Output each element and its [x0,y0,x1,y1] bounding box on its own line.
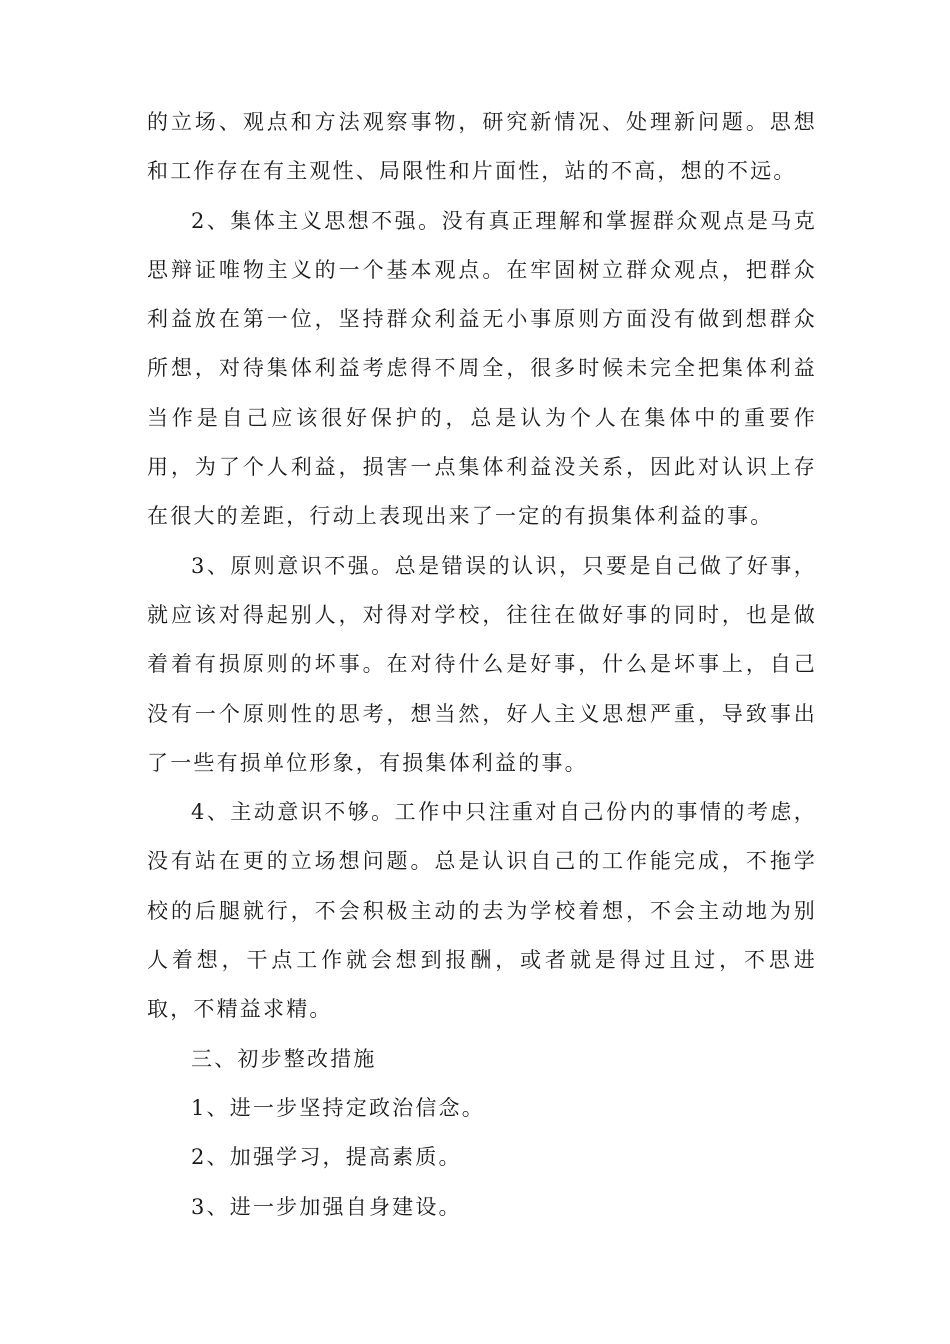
document-body [147,98,817,1232]
paragraph-collectivism: 2、集体主义思想不强。没有真正理解和掌握群众观点是马克思辩证唯物主义的一个基本观点。在牢固树立群众观点，把群众利益放在第一位，坚持群众利益无小事原则方面没有做到想群众所想，对待集体利益考虑得不周全，很多时候未完全把集体利益当作是自己应该很好保护的，总是认为个人在集体中的重要作用，为了个人利益，损害一点集体利益没关系，因此对认识上存在很大的差距，行动上表现出来了一定的有损集体利益的事。 [147,208,817,529]
list-item-study: 2、加强学习，提高素质。 [191,1145,462,1170]
list-item-self-building: 3、进一步加强自身建设。 [191,1194,462,1219]
list-item-political-belief: 1、进一步坚持定政治信念。 [191,1095,485,1120]
paragraph-principle: 3、原则意识不强。总是错误的认识，只要是自己做了好事，就应该对得起别人，对得对学校，往往在做好事的同时，也是做着着有损原则的坏事。在对待什么是好事，什么是坏事上，自己没有一个原则性的思考，想当然，好人主义思想严重，导致事出了一些有损单位形象，有损集体利益的事。 [147,553,817,775]
paragraph-initiative: 4、主动意识不够。工作中只注重对自己份内的事情的考虑，没有站在更的立场想问题。总是认识自己的工作能完成，不拖学校的后腿就行，不会积极主动的去为学校着想，不会主动地为别人着想，干点工作就会想到报酬，或者就是得过且过，不思进取，不精益求精。 [147,800,817,1022]
section-heading-rectification: 三、初步整改措施 [191,1046,377,1071]
paragraph-continuation: 的立场、观点和方法观察事物，研究新情况、处理新问题。思想和工作存在有主观性、局限性和片面性，站的不高，想的不远。 [147,110,817,184]
